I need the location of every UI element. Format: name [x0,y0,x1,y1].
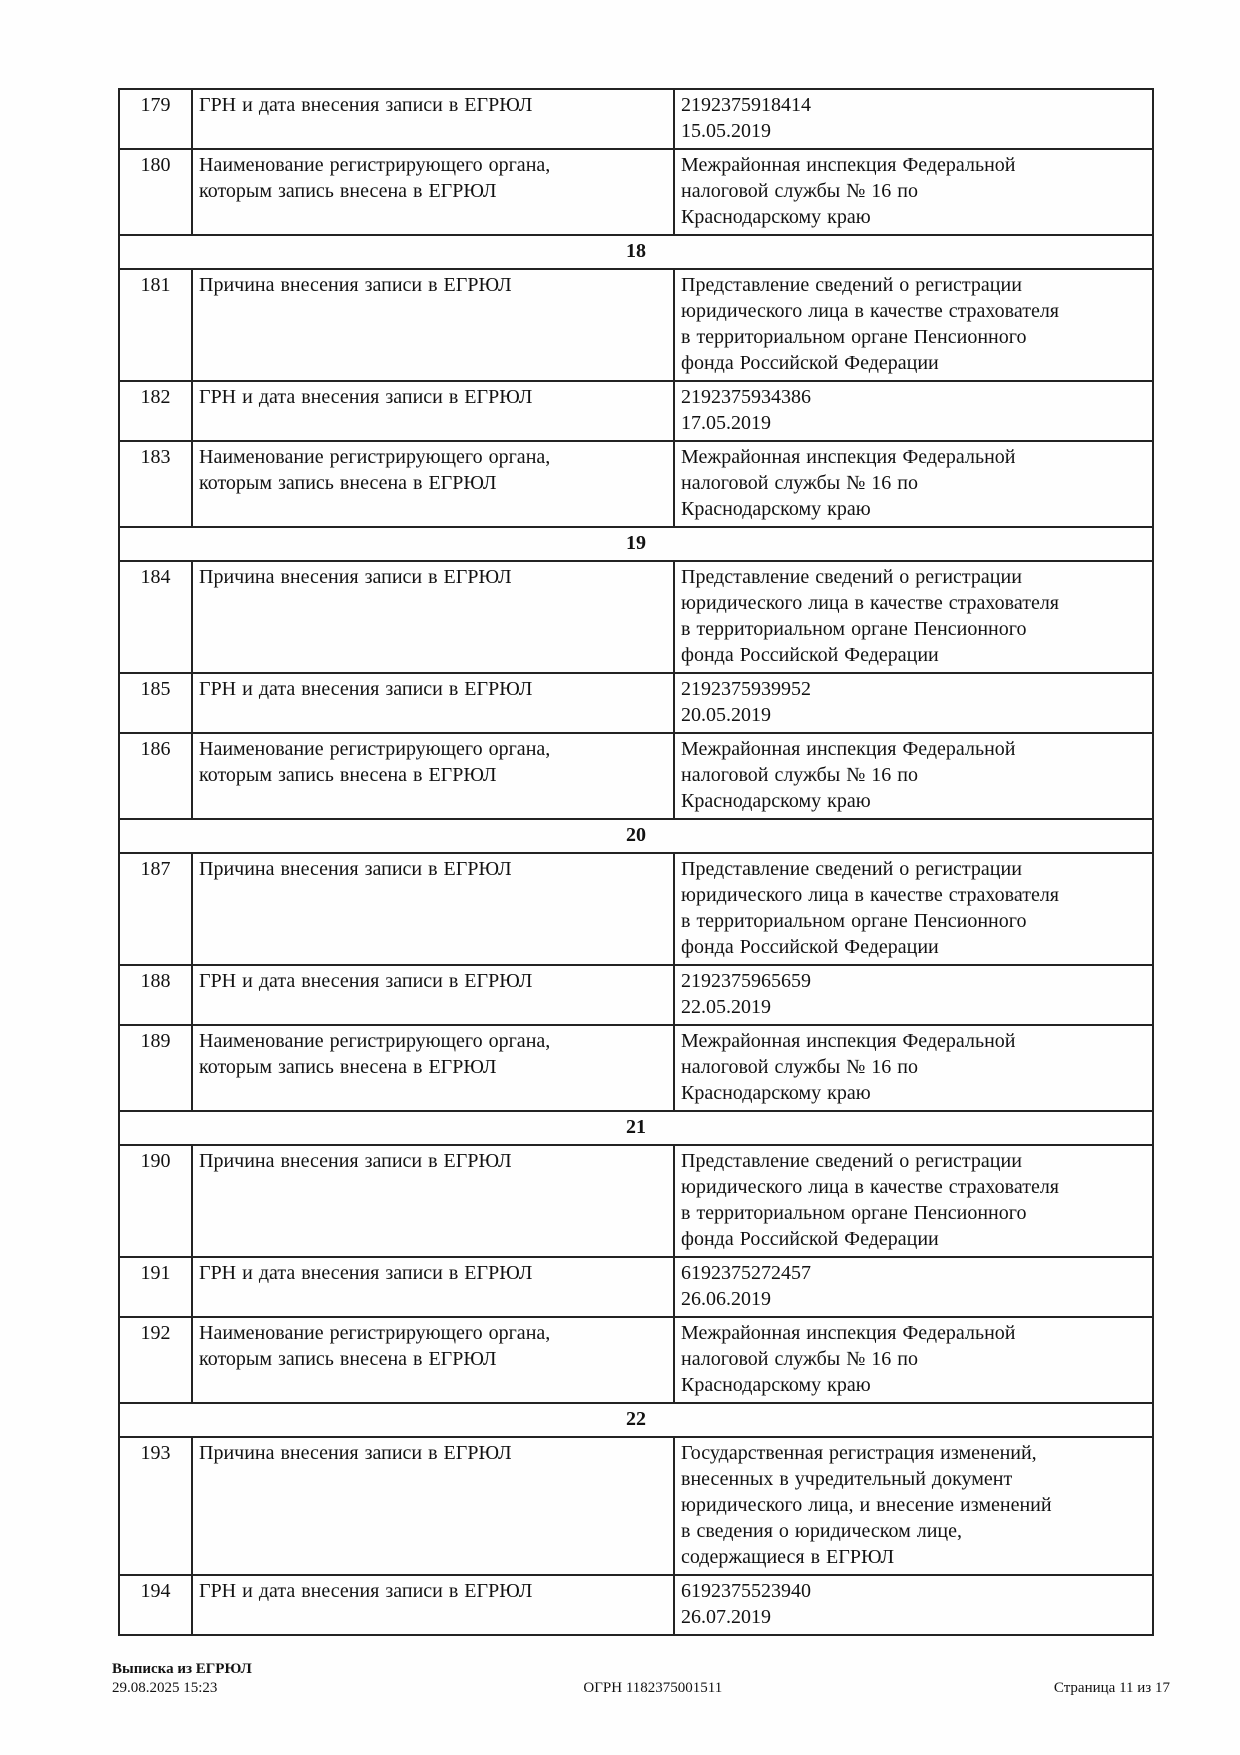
field-value-line: 6192375272457 [681,1262,811,1284]
field-value-line: Государственная регистрация изменений, [681,1442,1037,1464]
field-name-line: Причина внесения записи в ЕГРЮЛ [199,566,512,588]
field-name-line: которым запись внесена в ЕГРЮЛ [199,180,497,202]
field-name-line: ГРН и дата внесения записи в ЕГРЮЛ [199,1580,533,1602]
field-value-line: налоговой службы № 16 по [681,764,918,786]
section-number: 19 [119,527,1153,561]
field-value-line: в территориальном органе Пенсионного [681,910,1027,932]
table-row [119,561,1153,673]
row-number: 180 [119,149,192,235]
field-name-cell [192,441,674,527]
field-name-line: ГРН и дата внесения записи в ЕГРЮЛ [199,970,533,992]
table-row [119,381,1153,441]
section-row [119,819,1153,853]
field-value-line: в территориальном органе Пенсионного [681,1202,1027,1224]
field-value-cell [674,381,1153,441]
field-value-line: в сведения о юридическом лице, [681,1520,962,1542]
field-value-cell [674,89,1153,149]
field-value-cell [674,1025,1153,1111]
field-value-line: Краснодарскому краю [681,1374,871,1396]
field-value-line: Представление сведений о регистрации [681,858,1022,880]
field-value-line: Межрайонная инспекция Федеральной [681,738,1016,760]
field-value-cell [674,149,1153,235]
field-value-line: в территориальном органе Пенсионного [681,618,1027,640]
row-number: 192 [119,1317,192,1403]
field-name-cell [192,269,674,381]
table-row [119,733,1153,819]
section-row [119,235,1153,269]
row-number: 191 [119,1257,192,1317]
section-row [119,1111,1153,1145]
table-row [119,1145,1153,1257]
table-row [119,673,1153,733]
table-row [119,89,1153,149]
table-row [119,1437,1153,1575]
field-value-line: юридического лица, и внесение изменений [681,1494,1052,1516]
field-value-line: Представление сведений о регистрации [681,1150,1022,1172]
field-value-line: внесенных в учредительный документ [681,1468,1013,1490]
field-name-line: Наименование регистрирующего органа, [199,738,551,760]
field-value-line: фонда Российской Федерации [681,352,939,374]
table-row [119,1317,1153,1403]
field-name-cell [192,561,674,673]
field-value-line: налоговой службы № 16 по [681,1056,918,1078]
section-number: 18 [119,235,1153,269]
field-value-line: Межрайонная инспекция Федеральной [681,446,1016,468]
row-number: 187 [119,853,192,965]
field-name-line: ГРН и дата внесения записи в ЕГРЮЛ [199,386,533,408]
row-number: 186 [119,733,192,819]
field-value-line: Краснодарскому краю [681,1082,871,1104]
extract-datetime: 29.08.2025 15:23 [112,1680,218,1696]
field-value-line: Представление сведений о регистрации [681,566,1022,588]
field-name-line: ГРН и дата внесения записи в ЕГРЮЛ [199,678,533,700]
field-name-line: которым запись внесена в ЕГРЮЛ [199,1056,497,1078]
field-value-line: Краснодарскому краю [681,790,871,812]
field-name-line: Наименование регистрирующего органа, [199,154,551,176]
section-number: 22 [119,1403,1153,1437]
field-value-line: юридического лица в качестве страхователя [681,592,1060,614]
field-value-line: 22.05.2019 [681,996,771,1018]
table-row [119,853,1153,965]
field-value-line: 17.05.2019 [681,412,771,434]
row-number: 190 [119,1145,192,1257]
field-value-cell [674,1257,1153,1317]
field-value-line: юридического лица в качестве страхователя [681,1176,1060,1198]
field-value-cell [674,1317,1153,1403]
row-number: 194 [119,1575,192,1635]
field-value-line: фонда Российской Федерации [681,1228,939,1250]
row-number: 189 [119,1025,192,1111]
field-value-cell [674,853,1153,965]
field-value-cell [674,561,1153,673]
field-name-cell [192,1317,674,1403]
field-name-line: которым запись внесена в ЕГРЮЛ [199,472,497,494]
field-value-line: Краснодарскому краю [681,206,871,228]
row-number: 184 [119,561,192,673]
field-value-line: юридического лица в качестве страхователя [681,884,1060,906]
table-row [119,269,1153,381]
table-row [119,965,1153,1025]
footer-ogrn: ОГРН 1182375001511 [583,1680,723,1696]
table-row [119,1025,1153,1111]
field-value-cell [674,441,1153,527]
field-value-cell [674,673,1153,733]
field-value-cell [674,1575,1153,1635]
field-name-line: Причина внесения записи в ЕГРЮЛ [199,274,512,296]
table-row [119,441,1153,527]
field-name-cell [192,1575,674,1635]
field-name-cell [192,853,674,965]
field-value-line: 2192375939952 [681,678,811,700]
field-name-cell [192,1437,674,1575]
field-name-cell [192,1257,674,1317]
field-value-line: содержащиеся в ЕГРЮЛ [681,1546,895,1568]
egrul-table-body [119,89,1153,1635]
egrul-records-table [118,88,1154,1636]
field-value-line: налоговой службы № 16 по [681,1348,918,1370]
field-value-line: 6192375523940 [681,1580,811,1602]
field-value-line: Краснодарскому краю [681,498,871,520]
section-row [119,1403,1153,1437]
field-value-line: фонда Российской Федерации [681,644,939,666]
document-title: Выписка из ЕГРЮЛ [112,1661,252,1677]
field-name-cell [192,381,674,441]
field-value-line: Межрайонная инспекция Федеральной [681,1030,1016,1052]
page-footer [112,1660,1170,1698]
field-name-cell [192,1145,674,1257]
field-value-line: Представление сведений о регистрации [681,274,1022,296]
field-value-line: Межрайонная инспекция Федеральной [681,154,1016,176]
field-name-line: Наименование регистрирующего органа, [199,1030,551,1052]
row-number: 181 [119,269,192,381]
field-name-line: Наименование регистрирующего органа, [199,446,551,468]
field-name-line: ГРН и дата внесения записи в ЕГРЮЛ [199,94,533,116]
field-value-line: 26.06.2019 [681,1288,771,1310]
field-name-cell [192,673,674,733]
field-value-cell [674,733,1153,819]
table-row [119,1575,1153,1635]
row-number: 183 [119,441,192,527]
field-value-line: в территориальном органе Пенсионного [681,326,1027,348]
field-value-line: фонда Российской Федерации [681,936,939,958]
table-row [119,1257,1153,1317]
field-name-cell [192,89,674,149]
section-row [119,527,1153,561]
table-row [119,149,1153,235]
field-name-line: Наименование регистрирующего органа, [199,1322,551,1344]
section-number: 20 [119,819,1153,853]
row-number: 193 [119,1437,192,1575]
field-value-cell [674,1437,1153,1575]
field-name-cell [192,733,674,819]
field-value-line: 20.05.2019 [681,704,771,726]
field-value-cell [674,965,1153,1025]
field-name-cell [192,965,674,1025]
field-value-line: налоговой службы № 16 по [681,472,918,494]
field-value-line: юридического лица в качестве страхователя [681,300,1060,322]
field-value-line: Межрайонная инспекция Федеральной [681,1322,1016,1344]
field-value-line: 15.05.2019 [681,120,771,142]
field-value-line: 26.07.2019 [681,1606,771,1628]
row-number: 185 [119,673,192,733]
field-name-line: Причина внесения записи в ЕГРЮЛ [199,1442,512,1464]
field-value-line: 2192375965659 [681,970,811,992]
field-name-line: которым запись внесена в ЕГРЮЛ [199,764,497,786]
field-value-cell [674,269,1153,381]
field-name-cell [192,149,674,235]
field-value-line: налоговой службы № 16 по [681,180,918,202]
page-number: Страница 11 из 17 [1053,1680,1170,1696]
field-value-line: 2192375918414 [681,94,811,116]
row-number: 188 [119,965,192,1025]
section-number: 21 [119,1111,1153,1145]
field-name-line: ГРН и дата внесения записи в ЕГРЮЛ [199,1262,533,1284]
field-name-line: Причина внесения записи в ЕГРЮЛ [199,858,512,880]
row-number: 182 [119,381,192,441]
field-value-cell [674,1145,1153,1257]
row-number: 179 [119,89,192,149]
footer-left [112,1660,252,1698]
field-name-line: Причина внесения записи в ЕГРЮЛ [199,1150,512,1172]
field-name-cell [192,1025,674,1111]
field-value-line: 2192375934386 [681,386,811,408]
field-name-line: которым запись внесена в ЕГРЮЛ [199,1348,497,1370]
